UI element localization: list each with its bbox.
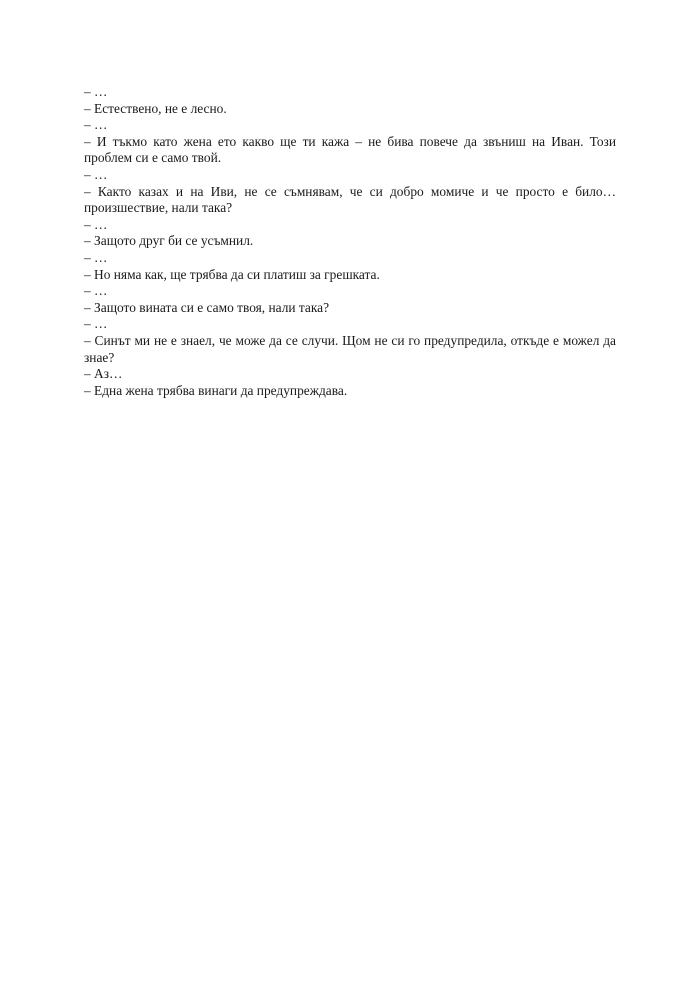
dialogue-line: – … xyxy=(84,283,108,299)
dialogue-line: – Защото вината си е само твоя, нали така? xyxy=(84,299,330,315)
dialogue-line: – Естествено, не е лесно. xyxy=(84,100,227,116)
dialogue-line: – … xyxy=(84,316,108,332)
dialogue-line: – Както казах и на Иви, не се съмнявам, че си добро момиче и че просто е било… произшествие, нали така? xyxy=(84,183,616,216)
dialogue-line: – … xyxy=(84,166,108,182)
dialogue-line: – … xyxy=(84,216,108,232)
dialogue-line: – Защото друг би се усъмнил. xyxy=(84,233,254,249)
dialogue-line: – … xyxy=(84,249,108,265)
dialogue-line: – И тъкмо като жена ето какво ще ти кажа – не бива повече да звъниш на Иван. Този проблем си е само твой. xyxy=(84,133,616,166)
dialogue-line: – Но няма как, ще трябва да си платиш за грешката. xyxy=(84,266,380,282)
dialogue-line: – … xyxy=(84,84,108,99)
dialogue-line: – Синът ми не е знаел, че може да се случи. Щом не си го предупредила, откъде е можел да знае? xyxy=(84,332,616,365)
dialogue-line: – Аз… xyxy=(84,366,123,382)
dialogue-line: – … xyxy=(84,117,108,133)
dialogue-text xyxy=(84,84,616,399)
dialogue-line: – Една жена трябва винаги да предупреждава. xyxy=(84,382,348,398)
